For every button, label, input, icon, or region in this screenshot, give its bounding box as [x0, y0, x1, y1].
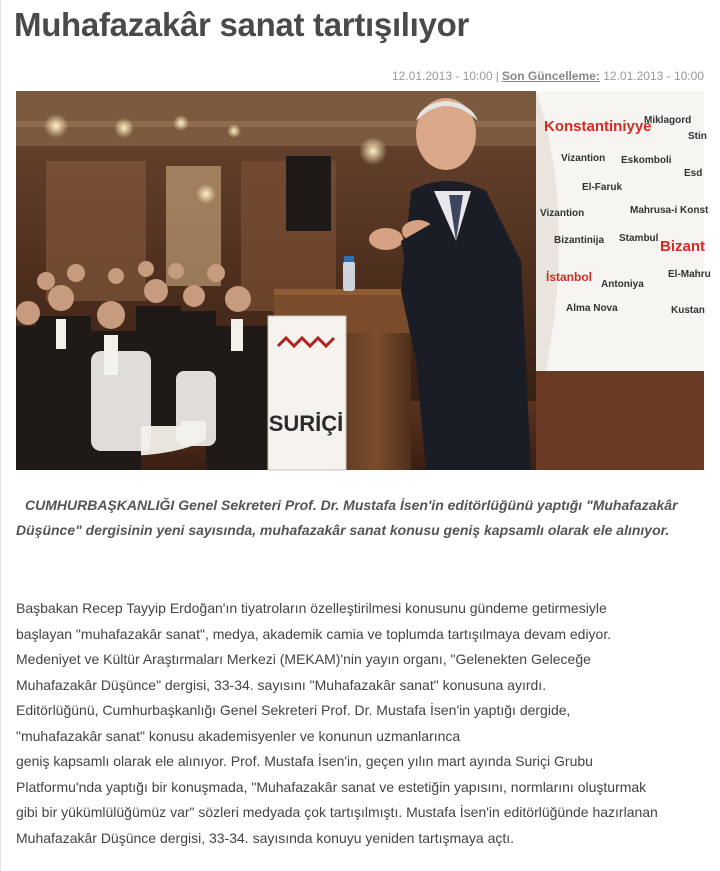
article-title: Muhafazakâr sanat tartışılıyor	[14, 6, 469, 43]
banner-word: Konstantiniyye	[544, 118, 652, 135]
banner-word: Stin	[688, 131, 707, 142]
banner-word: El-Faruk	[582, 182, 623, 193]
body-line: gibi bir yükümlülüğümüz var" sözleri medyada çok tartışılmıştı. Mustafa İsen'in editörlüğünde hazırlanan	[16, 804, 658, 820]
article-photo	[16, 91, 711, 470]
meta-separator: |	[495, 69, 499, 83]
banner-word: Bizant	[660, 238, 705, 255]
last-updated-label: Son Güncelleme:	[501, 69, 600, 83]
banner-word: Mahrusa-i Konst	[630, 205, 709, 216]
podium-logo: SURİÇİ	[268, 411, 344, 436]
banner-word: İstanbol	[546, 270, 593, 284]
banner-word: Bizantinija	[554, 235, 605, 246]
banner-word: El-Mahru	[668, 269, 711, 280]
article-dates	[392, 69, 704, 83]
banner-word: Stambul	[619, 233, 659, 244]
banner-word: Kustan	[671, 305, 705, 316]
left-border	[0, 0, 1, 871]
banner-word: Antoniya	[601, 279, 644, 290]
banner-word: Vizantion	[561, 153, 606, 164]
banner-word: Miklagord	[644, 115, 692, 126]
audience	[16, 261, 276, 470]
body-line: Editörlüğünü, Cumhurbaşkanlığı Genel Sekreteri Prof. Dr. Mustafa İsen'in yaptığı dergide,	[16, 702, 571, 718]
banner-word: Alma Nova	[566, 303, 618, 314]
body-line: Platformu'nda yaptığı bir konuşmada, "Muhafazakâr sanat ve estetiğin yapısını, normlarını oluşturmak	[16, 778, 647, 795]
body-line: Muhafazakâr Düşünce dergisi, 33-34. sayısında konuyu yeniden tartışmaya açtı.	[16, 829, 515, 846]
body-line: Başbakan Recep Tayyip Erdoğan'ın tiyatroların özelleştirilmesi konusunu gündeme getirmesiyle	[16, 600, 607, 616]
banner-word: Esd	[684, 168, 703, 179]
body-line: başlayan "muhafazakâr sanat", medya, akademik camia ve toplumda tartışılmaya devam ediyor.	[16, 625, 612, 642]
body-line: Medeniyet ve Kültür Araştırmaları Merkezi (MEKAM)'nin yayın organı, "Gelenekten Geleceğe	[16, 651, 591, 667]
article-lead: CUMHURBAŞKANLIĞI Genel Sekreteri Prof. Dr. Mustafa İsen'in editörlüğünü yaptığı "Muhafazakâr Düşünce" dergisinin yeni sayısında, muhafazakâr sanat konusu geniş kapsamlı olarak ele alınıyor.	[16, 497, 678, 538]
banner-word: Eskomboli	[621, 155, 672, 166]
article-body	[16, 596, 708, 851]
body-line: "muhafazakâr sanat" konusu akademisyenler ve konunun uzmanlarınca	[16, 727, 461, 744]
body-line: geniş kapsamlı olarak ele alınıyor. Prof. Mustafa İsen'in, geçen yılın mart ayında Suriçi Grubu	[16, 753, 593, 769]
body-line: Muhafazakâr Düşünce" dergisi, 33-34. sayısını "Muhafazakâr sanat" konusuna ayırdı.	[16, 676, 547, 693]
banner-word: Vizantion	[540, 208, 585, 219]
published-date: 12.01.2013 - 10:00	[391, 69, 493, 83]
banner	[536, 91, 711, 470]
last-updated-date: 12.01.2013 - 10:00	[603, 69, 704, 83]
